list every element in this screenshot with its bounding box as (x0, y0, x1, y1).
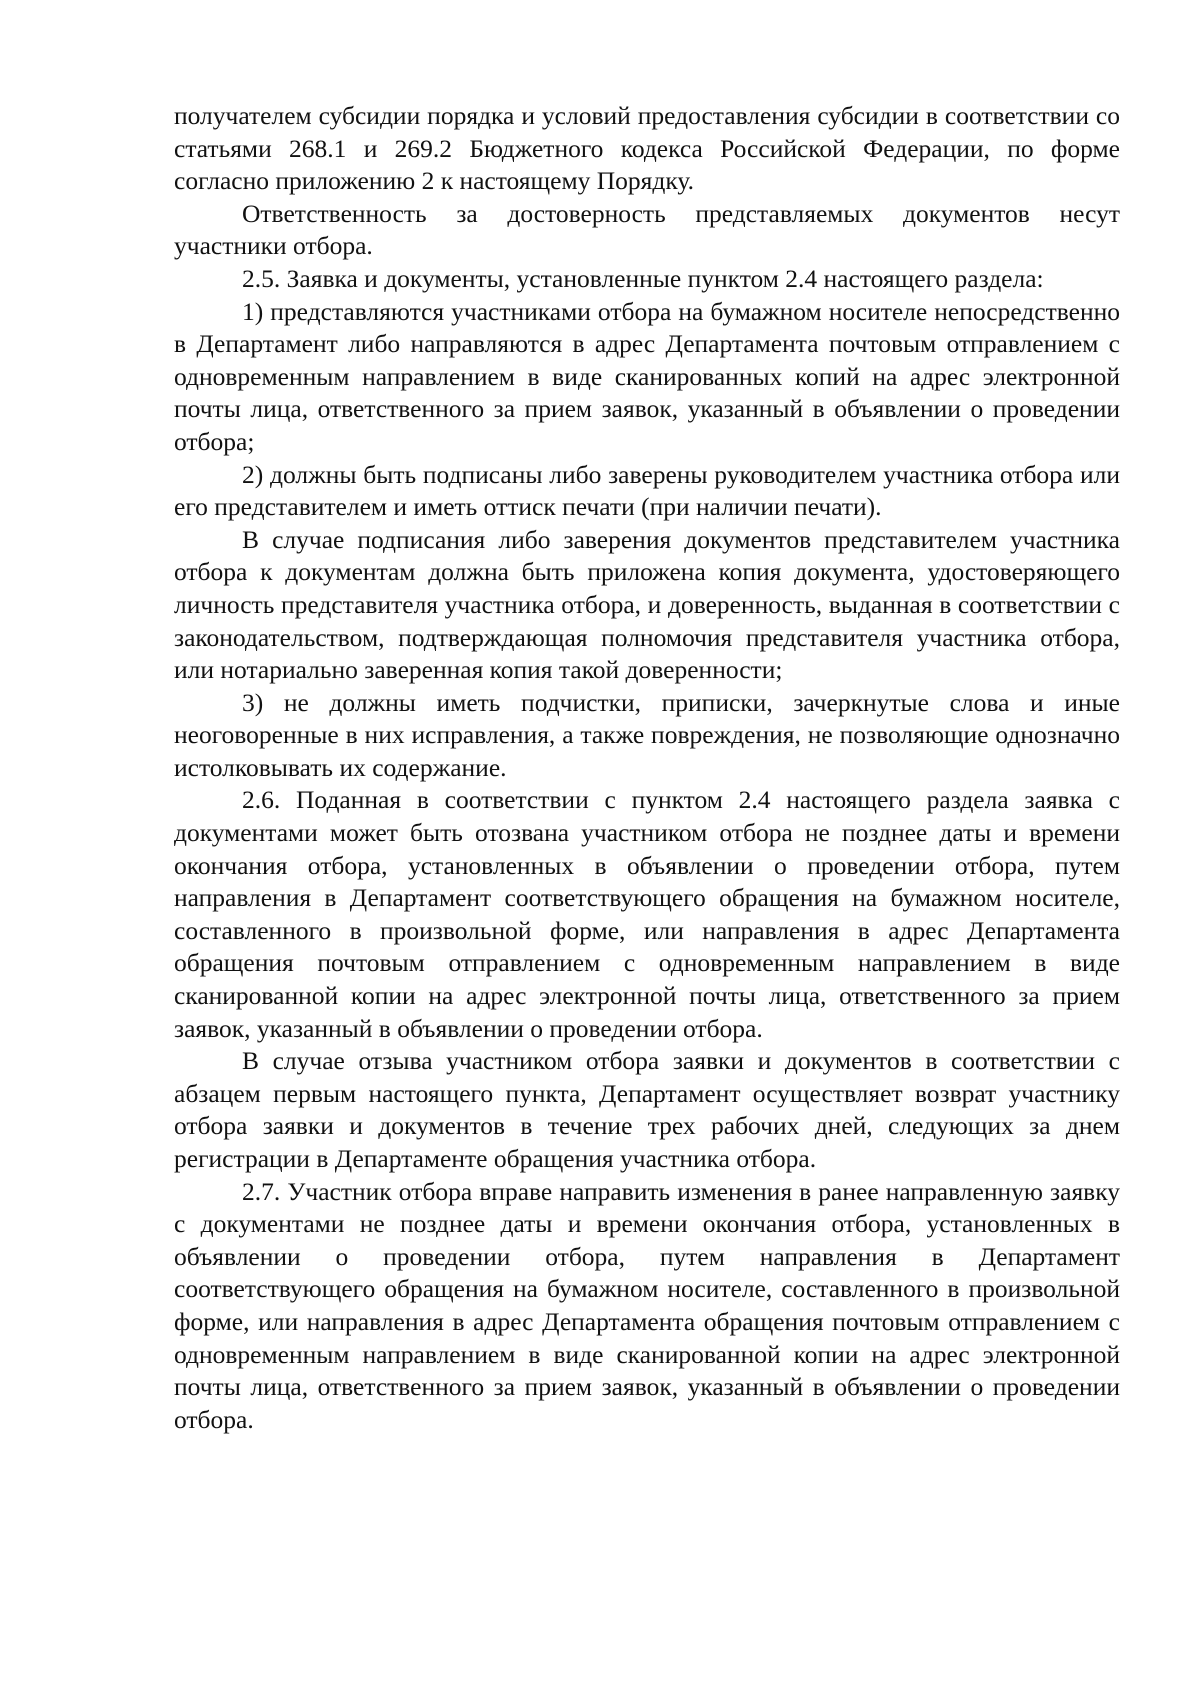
paragraph-item-2: 2) должны быть подписаны либо заверены руководителем участника отбора или его представителем и иметь оттиск печати (при наличии печати). (174, 459, 1120, 522)
paragraph-item-1: 1) представляются участниками отбора на бумажном носителе непосредственно в Департамент либо направляются в адрес Департамента почтовым отправлением с одновременным направлением в виде сканированных копий на адрес электронной почты лица, ответственного за прием заявок, указанный в объявлении о проведении отбора; (174, 296, 1120, 456)
paragraph-item-3: 3) не должны иметь подчистки, приписки, зачеркнутые слова и иные неоговоренные в них исправления, а также повреждения, не позволяющие однозначно истолковывать их содержание. (174, 687, 1120, 782)
paragraph-withdrawal: В случае отзыва участником отбора заявки и документов в соответствии с абзацем первым настоящего пункта, Департамент осуществляет возврат участнику отбора заявки и документов в течение трех рабочих дней, следующих за днем регистрации в Департаменте обращения участника отбора. (174, 1046, 1120, 1173)
paragraph-clause-2-6: 2.6. Поданная в соответствии с пунктом 2.4 настоящего раздела заявка с документами может быть отозвана участником отбора не позднее даты и времени окончания отбора, установленных в объявлении о проведении отбора, путем направления в Департамент соответствующего обращения на бумажном носителе, составленного в произвольной форме, или направления в адрес Департамента обращения почтовым отправлением с одновременным направлением в виде сканированной копии на адрес электронной почты лица, ответственного за прием заявок, указанный в объявлении о проведении отбора. (174, 785, 1120, 1043)
document-page (174, 100, 1120, 1436)
paragraph-continuation: получателем субсидии порядка и условий предоставления субсидии в соответствии со статьями 268.1 и 269.2 Бюджетного кодекса Российской Федерации, по форме согласно приложению 2 к настоящему Порядку. (174, 101, 1120, 196)
paragraph-clause-2-7: 2.7. Участник отбора вправе направить изменения в ранее направленную заявку с документами не позднее даты и времени окончания отбора, установленных в объявлении о проведении отбора, путем направления в Департамент соответствующего обращения на бумажном носителе, составленного в произвольной форме, или направления в адрес Департамента обращения почтовым отправлением с одновременным направлением в виде сканированной копии на адрес электронной почты лица, ответственного за прием заявок, указанный в объявлении о проведении отбора. (174, 1176, 1120, 1434)
paragraph-responsibility: Ответственность за достоверность представляемых документов несут участники отбора. (174, 198, 1120, 261)
paragraph-representative: В случае подписания либо заверения документов представителем участника отбора к документам должна быть приложена копия документа, удостоверяющего личность представителя участника отбора, и доверенность, выданная в соответствии с законодательством, подтверждающая полномочия представителя участника отбора, или нотариально заверенная копия такой доверенности; (174, 524, 1120, 685)
paragraph-clause-2-5: 2.5. Заявка и документы, установленные пунктом 2.4 настоящего раздела: (242, 263, 1044, 293)
